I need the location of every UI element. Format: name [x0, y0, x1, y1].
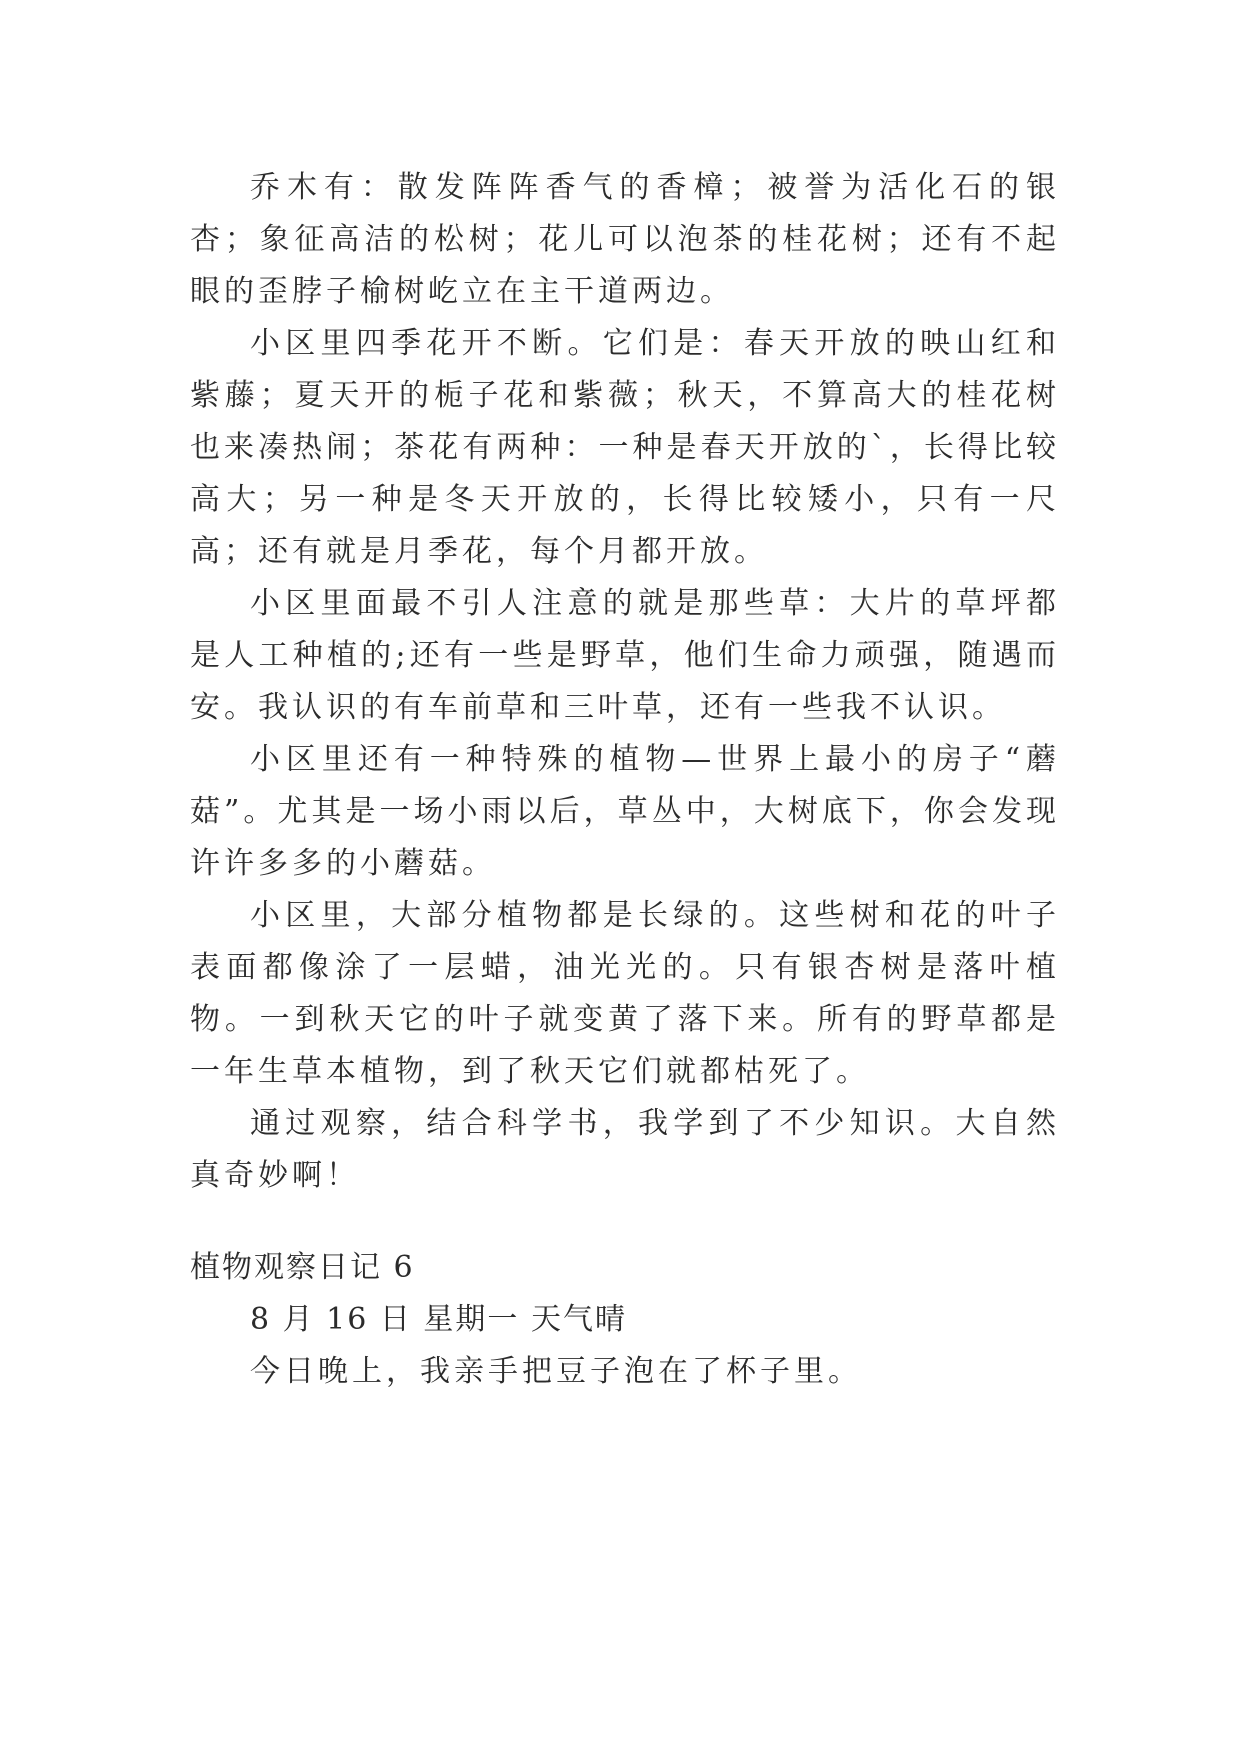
document-body — [190, 162, 1060, 1398]
paragraph-mushrooms: 小区里还有一种特殊的植物—世界上最小的房子“蘑菇”。尤其是一场小雨以后，草丛中，大树底下，你会发现许许多多的小蘑菇。 — [190, 742, 1060, 881]
paragraph-flowers: 小区里四季花开不断。它们是：春天开放的映山红和紫藤；夏天开的栀子花和紫薇；秋天，不算高大的桂花树也来凑热闹；茶花有两种：一种是春天开放的`，长得比较高大；另一种是冬天开放的，长得比较矮小，只有一尺高；还有就是月季花，每个月都开放。 — [190, 326, 1060, 569]
paragraph-conclusion: 通过观察，结合科学书，我学到了不少知识。大自然真奇妙啊！ — [190, 1106, 1060, 1193]
diary-first-paragraph: 今日晚上，我亲手把豆子泡在了杯子里。 — [250, 1354, 862, 1389]
paragraph-grass: 小区里面最不引人注意的就是那些草：大片的草坪都是人工种植的;还有一些是野草，他们生命力顽强，随遇而安。我认识的有车前草和三叶草，还有一些我不认识。 — [190, 586, 1060, 725]
paragraph-trees: 乔木有：散发阵阵香气的香樟；被誉为活化石的银杏；象征高洁的松树；花儿可以泡茶的桂花树；还有不起眼的歪脖子榆树屹立在主干道两边。 — [190, 170, 1060, 309]
paragraph-evergreen: 小区里，大部分植物都是长绿的。这些树和花的叶子表面都像涂了一层蜡，油光光的。只有银杏树是落叶植物。一到秋天它的叶子就变黄了落下来。所有的野草都是一年生草本植物，到了秋天它们就都枯死了。 — [190, 898, 1060, 1089]
section-title: 植物观察日记 6 — [190, 1250, 415, 1285]
section-spacer — [190, 1202, 1060, 1242]
diary-date-line: 8 月 16 日 星期一 天气晴 — [250, 1302, 627, 1337]
